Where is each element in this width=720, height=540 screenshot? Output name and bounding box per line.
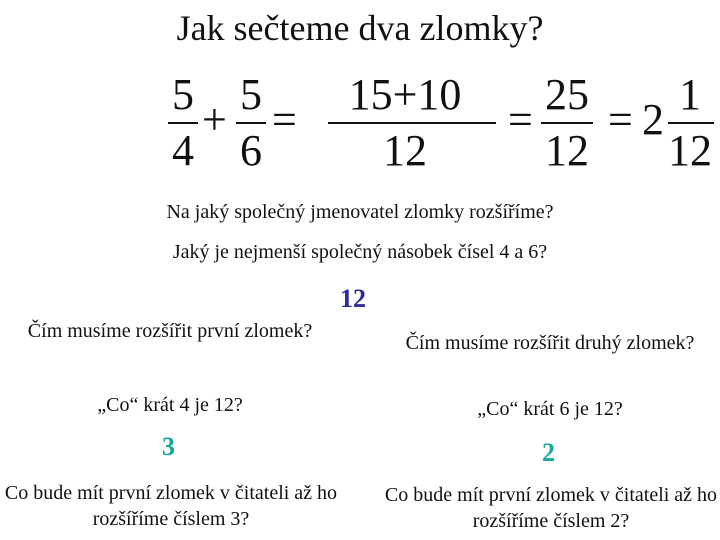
numerator: 15+10 xyxy=(348,70,462,119)
right-answer: 2 xyxy=(542,438,555,467)
denominator: 12 xyxy=(668,126,712,175)
question-lcm: Jaký je nejmenší společný násobek čísel 4 a 6? xyxy=(172,241,548,263)
fraction-bar xyxy=(328,122,496,124)
numerator: 5 xyxy=(240,70,262,119)
lcm-answer: 12 xyxy=(340,284,366,313)
numerator: 25 xyxy=(545,70,589,119)
whole-number: 2 xyxy=(642,95,664,144)
right-question-numerator: Co bude mít první zlomek v čitateli až ho rozšíříme číslem 2? xyxy=(384,484,718,532)
equals-sign: = xyxy=(508,95,533,144)
denominator: 12 xyxy=(545,126,589,175)
equals-sign: = xyxy=(272,95,297,144)
left-question-times: „Co“ krát 4 je 12? xyxy=(97,394,243,416)
denominator: 6 xyxy=(240,126,262,175)
denominator: 12 xyxy=(383,126,427,175)
page-title: Jak sečteme dva zlomky? xyxy=(176,8,544,48)
fraction-bar xyxy=(168,122,198,124)
equals-sign: = xyxy=(608,95,633,144)
right-question-expand: Čím musíme rozšířit druhý zlomek? xyxy=(405,332,695,354)
question-common-denominator: Na jaký společný jmenovatel zlomky rozšíříme? xyxy=(166,201,554,223)
left-question-numerator: Co bude mít první zlomek v čitateli až ho rozšíříme číslem 3? xyxy=(4,482,338,530)
plus-sign: + xyxy=(202,95,227,144)
right-question-times: „Co“ krát 6 je 12? xyxy=(477,398,623,420)
denominator: 4 xyxy=(172,126,194,175)
fraction-bar xyxy=(236,122,266,124)
left-question-expand: Čím musíme rozšířit první zlomek? xyxy=(27,320,313,342)
numerator: 1 xyxy=(679,70,701,119)
fraction-bar xyxy=(541,122,593,124)
left-answer: 3 xyxy=(162,432,175,461)
fraction-bar xyxy=(668,122,714,124)
numerator: 5 xyxy=(172,70,194,119)
